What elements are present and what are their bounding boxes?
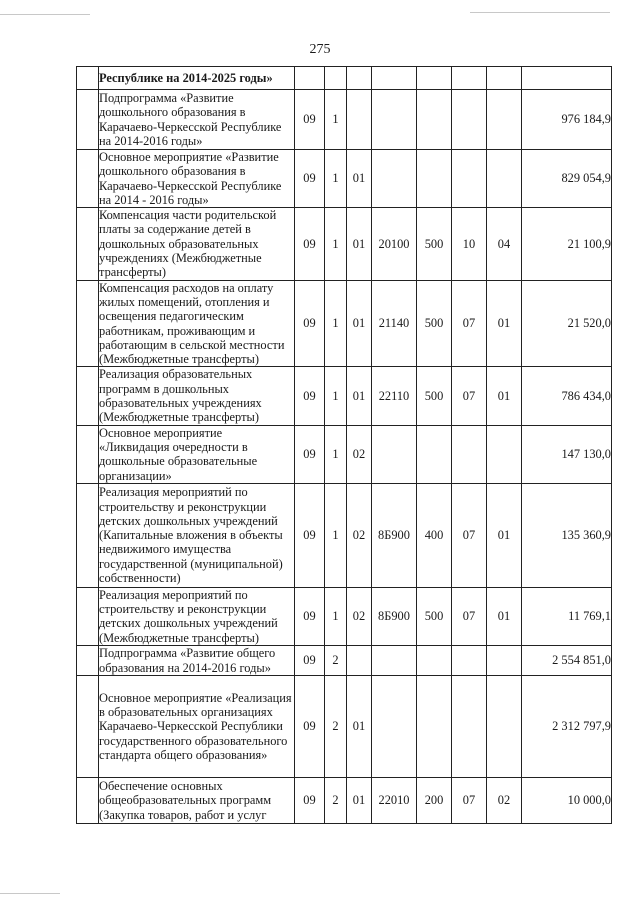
table-row: [77, 208, 612, 280]
col-vr: 500: [417, 587, 452, 645]
col-gr: 09: [295, 778, 325, 824]
col-c2: [487, 90, 522, 150]
col-vr: [417, 67, 452, 90]
col-vr: 500: [417, 208, 452, 280]
row-name: Основное мероприятие «Развитие дошкольного образования в Карачаево-Черкесской Республике на 2014 - 2016 годы»: [99, 150, 295, 208]
col-vr: 500: [417, 367, 452, 425]
scan-artifact: [0, 14, 90, 15]
col-pr: [347, 67, 372, 90]
col-gr: 09: [295, 150, 325, 208]
row-blank-cell: [77, 67, 99, 90]
row-blank-cell: [77, 90, 99, 150]
table-row: [77, 280, 612, 367]
col-rz: 1: [325, 280, 347, 367]
row-name: Обеспечение основных общеобразовательных программ (Закупка товаров, работ и услуг: [99, 778, 295, 824]
col-rz: 1: [325, 90, 347, 150]
row-name: Основное мероприятие «Ликвидация очередности в дошкольные образовательные организации»: [99, 425, 295, 483]
col-pr: 02: [347, 425, 372, 483]
col-rz: [325, 67, 347, 90]
col-c1: 07: [452, 280, 487, 367]
col-c1: [452, 90, 487, 150]
col-pr: 01: [347, 676, 372, 778]
col-c2: [487, 676, 522, 778]
col-sum: 2 312 797,9: [522, 676, 612, 778]
col-gr: 09: [295, 483, 325, 587]
col-c1: 10: [452, 208, 487, 280]
col-csr: [372, 67, 417, 90]
col-pr: [347, 646, 372, 676]
col-gr: 09: [295, 367, 325, 425]
col-sum: 976 184,9: [522, 90, 612, 150]
table-row: [77, 778, 612, 824]
col-c1: [452, 646, 487, 676]
col-pr: 01: [347, 208, 372, 280]
col-sum: 10 000,0: [522, 778, 612, 824]
col-pr: 01: [347, 150, 372, 208]
table-row: [77, 676, 612, 778]
scan-artifact: [0, 893, 60, 894]
row-blank-cell: [77, 646, 99, 676]
col-vr: 400: [417, 483, 452, 587]
col-c1: [452, 425, 487, 483]
col-vr: [417, 676, 452, 778]
col-gr: 09: [295, 208, 325, 280]
col-vr: [417, 646, 452, 676]
col-pr: 01: [347, 280, 372, 367]
col-gr: 09: [295, 90, 325, 150]
col-gr: 09: [295, 646, 325, 676]
col-pr: 02: [347, 587, 372, 645]
col-rz: 1: [325, 208, 347, 280]
col-csr: 21140: [372, 280, 417, 367]
col-sum: 829 054,9: [522, 150, 612, 208]
col-csr: 8Б900: [372, 587, 417, 645]
col-c2: [487, 67, 522, 90]
table-body: [77, 67, 612, 824]
col-c1: [452, 150, 487, 208]
col-sum: [522, 67, 612, 90]
col-c2: 01: [487, 483, 522, 587]
col-pr: [347, 90, 372, 150]
table-row: [77, 587, 612, 645]
row-name: Подпрограмма «Развитие общего образования на 2014-2016 годы»: [99, 646, 295, 676]
col-sum: 135 360,9: [522, 483, 612, 587]
col-c1: 07: [452, 483, 487, 587]
col-c1: [452, 676, 487, 778]
row-blank-cell: [77, 778, 99, 824]
col-vr: [417, 150, 452, 208]
col-c1: 07: [452, 778, 487, 824]
col-csr: [372, 90, 417, 150]
col-c2: 01: [487, 587, 522, 645]
table-row: [77, 646, 612, 676]
col-vr: 200: [417, 778, 452, 824]
col-sum: 2 554 851,0: [522, 646, 612, 676]
col-csr: [372, 150, 417, 208]
col-pr: 01: [347, 367, 372, 425]
table-row: [77, 367, 612, 425]
table-row: [77, 483, 612, 587]
row-name: Республике на 2014-2025 годы»: [99, 67, 295, 90]
col-rz: 2: [325, 778, 347, 824]
col-c2: 02: [487, 778, 522, 824]
col-gr: 09: [295, 280, 325, 367]
col-sum: 11 769,1: [522, 587, 612, 645]
col-sum: 147 130,0: [522, 425, 612, 483]
table-row: [77, 67, 612, 90]
row-blank-cell: [77, 150, 99, 208]
col-rz: 1: [325, 425, 347, 483]
row-name: Реализация мероприятий по строительству и реконструкции детских дошкольных учреждений (Межбюджетные трансферты): [99, 587, 295, 645]
table-row: [77, 150, 612, 208]
col-c2: 04: [487, 208, 522, 280]
row-blank-cell: [77, 483, 99, 587]
col-sum: 21 100,9: [522, 208, 612, 280]
col-c1: 07: [452, 367, 487, 425]
scan-artifact: [470, 12, 610, 13]
row-blank-cell: [77, 367, 99, 425]
col-csr: [372, 676, 417, 778]
budget-table: [76, 66, 612, 824]
row-name: Реализация мероприятий по строительству и реконструкции детских дошкольных учреждений (Капитальные вложения в объекты недвижимого имущества государственной (муниципальной) собственности): [99, 483, 295, 587]
col-c1: [452, 67, 487, 90]
col-vr: [417, 90, 452, 150]
col-pr: 01: [347, 778, 372, 824]
col-vr: [417, 425, 452, 483]
col-csr: [372, 425, 417, 483]
col-csr: 22010: [372, 778, 417, 824]
row-blank-cell: [77, 280, 99, 367]
col-rz: 1: [325, 483, 347, 587]
row-name: Компенсация расходов на оплату жилых помещений, отопления и освещения педагогическим работникам, проживающим и работающим в сельской местности (Межбюджетные трансферты): [99, 280, 295, 367]
col-csr: 22110: [372, 367, 417, 425]
col-vr: 500: [417, 280, 452, 367]
col-c2: [487, 425, 522, 483]
col-csr: 8Б900: [372, 483, 417, 587]
col-csr: [372, 646, 417, 676]
col-c1: 07: [452, 587, 487, 645]
row-blank-cell: [77, 676, 99, 778]
col-gr: [295, 67, 325, 90]
row-blank-cell: [77, 425, 99, 483]
col-rz: 2: [325, 646, 347, 676]
row-name: Реализация образовательных программ в дошкольных образовательных учреждениях (Межбюджетные трансферты): [99, 367, 295, 425]
row-blank-cell: [77, 208, 99, 280]
col-rz: 2: [325, 676, 347, 778]
row-name: Компенсация части родительской платы за содержание детей в дошкольных образовательных учреждениях (Межбюджетные трансферты): [99, 208, 295, 280]
col-gr: 09: [295, 676, 325, 778]
col-rz: 1: [325, 587, 347, 645]
col-sum: 21 520,0: [522, 280, 612, 367]
col-rz: 1: [325, 150, 347, 208]
row-name: Основное мероприятие «Реализация в образовательных организациях Карачаево-Черкесской Республики государственного образовательного стандарта общего образования»: [99, 676, 295, 778]
row-blank-cell: [77, 587, 99, 645]
col-c2: [487, 646, 522, 676]
page-number: 275: [309, 42, 331, 57]
col-sum: 786 434,0: [522, 367, 612, 425]
row-name: Подпрограмма «Развитие дошкольного образования в Карачаево-Черкесской Республике на 2014-2016 годы»: [99, 90, 295, 150]
table-row: [77, 425, 612, 483]
col-c2: 01: [487, 280, 522, 367]
col-csr: 20100: [372, 208, 417, 280]
table-row: [77, 90, 612, 150]
col-rz: 1: [325, 367, 347, 425]
col-c2: 01: [487, 367, 522, 425]
col-pr: 02: [347, 483, 372, 587]
col-c2: [487, 150, 522, 208]
col-gr: 09: [295, 587, 325, 645]
col-gr: 09: [295, 425, 325, 483]
